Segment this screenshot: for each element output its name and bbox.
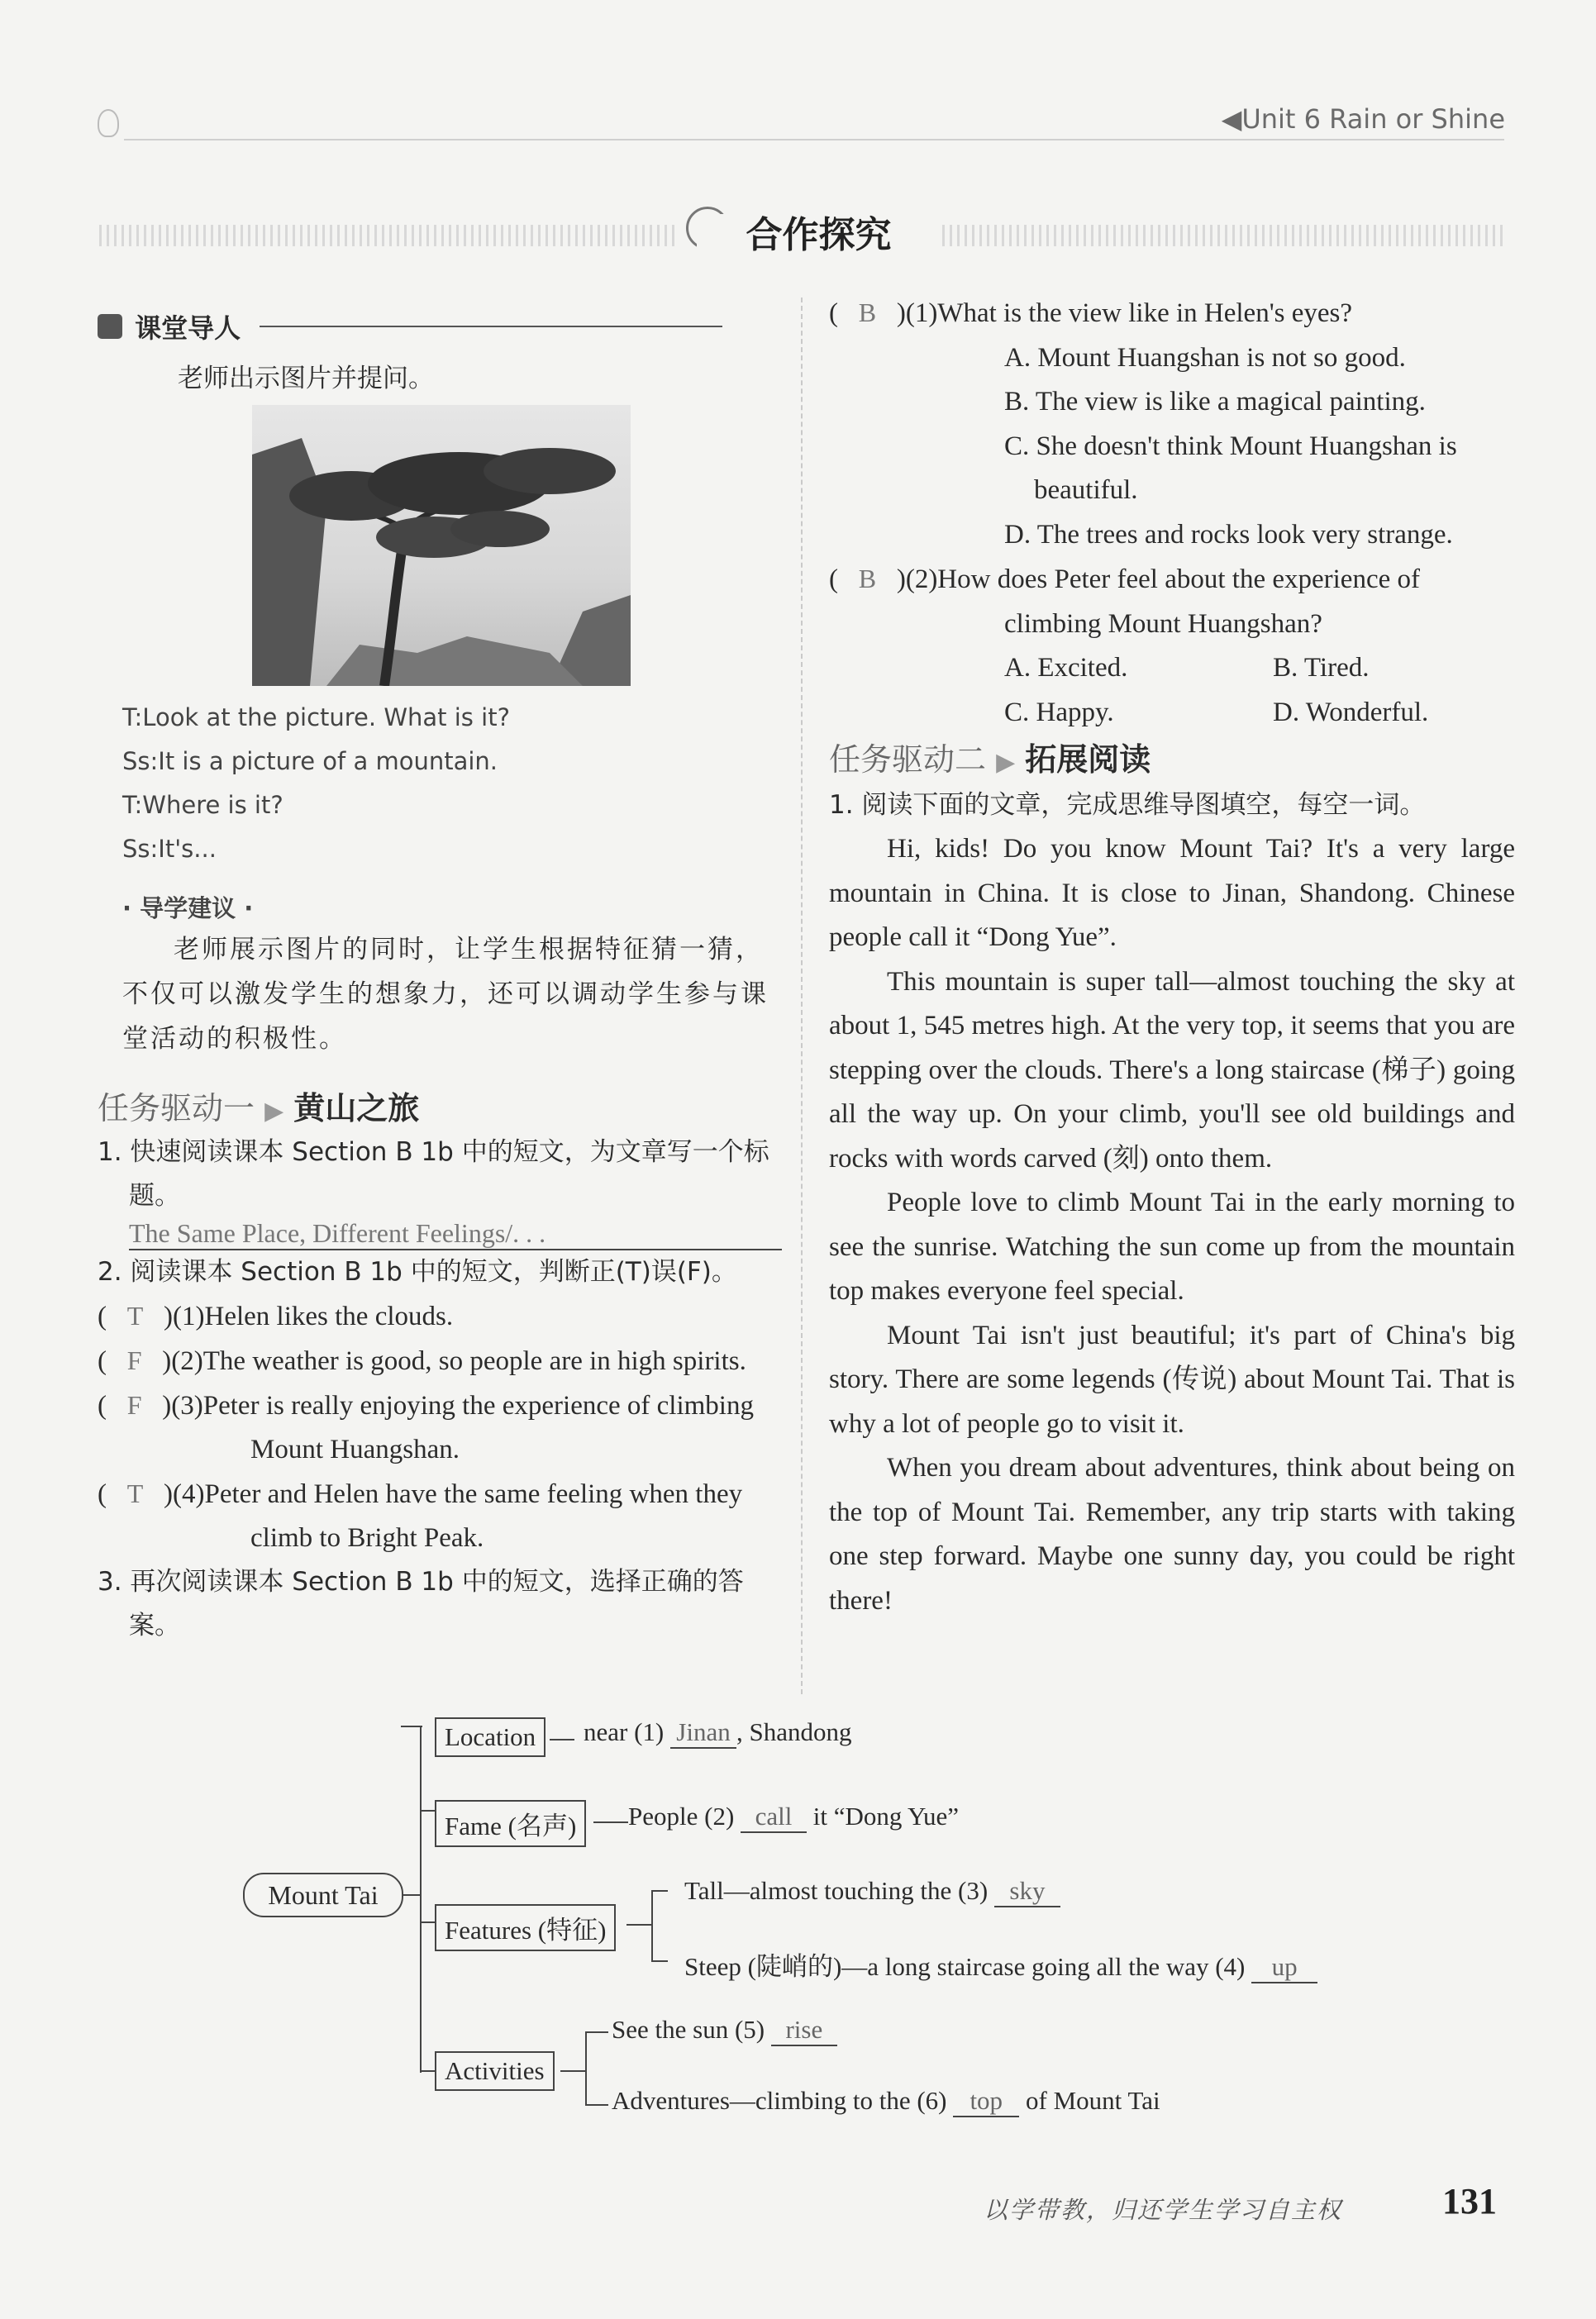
map-line <box>585 2031 608 2033</box>
mcq-option: C. She doesn't think Mount Huangshan is beautiful. <box>1004 431 1457 505</box>
map-line <box>626 1924 651 1926</box>
tf-answer: T <box>126 1479 144 1508</box>
mcq-option: B. Tired. <box>1273 653 1370 683</box>
features-row-b <box>684 1945 1317 1983</box>
dialogue-line: T:Look at the picture. What is it? <box>122 703 510 731</box>
guide-text: 老师展示图片的同时，让学生根据特征猜一猜，不仅可以激发学生的想象力，还可以调动学生参与课堂活动的积极性。 <box>122 935 769 1054</box>
page-number: 131 <box>1442 2181 1497 2221</box>
blank-2: call <box>741 1802 807 1833</box>
location-box: Location <box>435 1717 545 1757</box>
activities-b-pre: Adventures—climbing to the (6) <box>612 2086 947 2115</box>
dialogue-line: T:Where is it? <box>122 791 283 819</box>
blank-6: top <box>953 2086 1019 2117</box>
map-line <box>420 2070 435 2072</box>
reading-paragraph: This mountain is super tall—almost touching the sky at about 1, 545 metres high. At the very top, it seems that you are stepping over the clouds. There's a long staircase (梯子) going all the way up. On your climb, you'll see old buildings and rocks with words carved (刻) onto them. <box>829 966 1515 1174</box>
location-pre: near (1) <box>584 1717 665 1746</box>
map-line <box>420 1921 435 1923</box>
section-title: 合作探究 <box>0 205 1596 258</box>
mcq-item: ( B )(1)What is the view like in Helen's eyes? A. Mount Huangshan is not so good. B. The view is like a magical painting. C. She doesn't think Mount Huangshan is beautiful. D. The trees and rocks look very strange. <box>829 291 1515 557</box>
dialogue-line: Ss:It is a picture of a mountain. <box>122 747 498 775</box>
guide-label: · 导学建议 · <box>122 894 254 922</box>
blank-4: up <box>1251 1952 1317 1983</box>
map-line <box>651 1960 668 1962</box>
task2-prefix: 任务驱动二 <box>829 741 987 778</box>
pine-tree-photo <box>252 405 631 686</box>
bulb-icon <box>98 109 119 137</box>
tf-item: ( F )(2)The weather is good, so people are in high spirits. <box>98 1345 746 1376</box>
map-line <box>593 1821 628 1823</box>
map-line <box>585 2031 587 2106</box>
title-answer: The Same Place, Different Feelings/. . . <box>129 1218 546 1248</box>
fame-box: Fame (名声) <box>435 1800 586 1847</box>
task2-title <box>829 734 1151 779</box>
reading-paragraph: Hi, kids! Do you know Mount Tai? It's a very large mountain in China. It is close to Jinan, Shandong. Chinese people call it “Dong Yue”. <box>829 834 1515 952</box>
map-line <box>550 1739 574 1740</box>
task1-q3: 3. 再次阅读课本 Section B 1b 中的短文，选择正确的答案。 <box>98 1567 744 1640</box>
location-row <box>584 1717 852 1749</box>
map-line <box>560 2070 585 2072</box>
intro-instruction: 老师出示图片并提问。 <box>178 364 434 393</box>
tf-text: )(2)The weather is good, so people are in high spirits. <box>162 1346 746 1376</box>
map-line <box>585 2104 608 2106</box>
mindmap-root: Mount Tai <box>243 1873 403 1917</box>
header-rule <box>124 139 1504 140</box>
features-b-pre: Steep (陡峭的)—a long staircase going all the way (4) <box>684 1952 1246 1981</box>
unit-title: ◀Unit 6 Rain or Shine <box>1221 103 1505 135</box>
mcq-option: C. Happy. <box>1004 697 1114 727</box>
mcq-option: D. The trees and rocks look very strange. <box>1004 519 1453 550</box>
tf-text: )(4)Peter and Helen have the same feeling when they climb to Bright Peak. <box>164 1479 743 1553</box>
map-line <box>651 1890 668 1892</box>
blank-1: Jinan <box>670 1717 736 1749</box>
task2-heading: 拓展阅读 <box>1025 741 1151 778</box>
activities-box: Activities <box>435 2051 555 2091</box>
mcq-stem: )(2)How does Peter feel about the experience of climbing Mount Huangshan? <box>896 564 1420 639</box>
features-a-pre: Tall—almost touching the (3) <box>684 1876 989 1905</box>
task2-q1: 1. 阅读下面的文章，完成思维导图填空，每空一词。 <box>829 790 1426 820</box>
mcq-block <box>829 291 1515 735</box>
footer-slogan: 以学带教，归还学生学习自主权 <box>984 2196 1343 2224</box>
intro-icon <box>98 314 122 339</box>
map-line <box>420 1810 435 1812</box>
fame-post: it “Dong Yue” <box>812 1802 959 1831</box>
mcq-answer: B <box>858 564 877 593</box>
task1-body <box>98 1131 784 1648</box>
map-line <box>420 1726 422 2073</box>
task1-q1-answer <box>129 1218 782 1250</box>
dialogue-line: Ss:It's... <box>122 835 217 863</box>
activities-row-b <box>612 2086 1160 2117</box>
mcq-option: B. The view is like a magical painting. <box>1004 387 1426 417</box>
arrow-icon: ▶ <box>264 1097 284 1126</box>
tf-answer: T <box>126 1301 144 1331</box>
tf-item: ( F )(3)Peter is really enjoying the experience of climbing Mount Huangshan. <box>98 1390 754 1464</box>
task1-q1: 1. 快速阅读课本 Section B 1b 中的短文，为文章写一个标题。 <box>98 1137 769 1211</box>
class-intro-header <box>98 307 775 345</box>
task1-prefix: 任务驱动一 <box>98 1090 255 1126</box>
features-row-a <box>684 1876 1060 1907</box>
intro-label: 课堂导人 <box>135 312 241 344</box>
map-line <box>651 1890 653 1960</box>
tf-answer: F <box>126 1390 142 1420</box>
blank-5: rise <box>771 2015 837 2046</box>
task1-q2: 2. 阅读课本 Section B 1b 中的短文，判断正(T)误(F)。 <box>98 1257 737 1287</box>
mcq-option: A. Mount Huangshan is not so good. <box>1004 342 1406 373</box>
mcq-stem: )(1)What is the view like in Helen's eyes? <box>896 298 1353 328</box>
task1-heading: 黄山之旅 <box>293 1090 420 1126</box>
reading-paragraph: When you dream about adventures, think about being on the top of Mount Tai. Remember, any trip starts with taking one step forward. Maybe one sunny day, you could be right there! <box>829 1453 1515 1616</box>
activities-b-post: of Mount Tai <box>1026 2086 1160 2115</box>
fame-pre: People (2) <box>628 1802 735 1831</box>
reading-paragraph: Mount Tai isn't just beautiful; it's part of China's big story. There are some legends (传说) about Mount Tai. That is why a lot of people go to visit it. <box>829 1320 1515 1439</box>
tf-answer: F <box>126 1345 142 1375</box>
tf-item: ( T )(4)Peter and Helen have the same feeling when they climb to Bright Peak. <box>98 1479 743 1553</box>
activities-a-pre: See the sun (5) <box>612 2015 765 2044</box>
reading-paragraph: People love to climb Mount Tai in the early morning to see the sunrise. Watching the sun come up from the mountain top makes everyone feel special. <box>829 1188 1515 1306</box>
features-box: Features (特征) <box>435 1904 616 1951</box>
mcq-option: D. Wonderful. <box>1273 697 1429 727</box>
mcq-answer: B <box>858 298 877 327</box>
activities-row-a <box>612 2015 837 2046</box>
fame-row <box>628 1802 959 1833</box>
tf-text: )(1)Helen likes the clouds. <box>164 1302 454 1331</box>
task1-title <box>98 1083 419 1128</box>
blank-3: sky <box>994 1876 1060 1907</box>
tf-item: ( T )(1)Helen likes the clouds. <box>98 1301 454 1331</box>
tf-text: )(3)Peter is really enjoying the experience of climbing Mount Huangshan. <box>162 1391 754 1464</box>
column-divider <box>801 298 803 1694</box>
mcq-item: ( B )(2)How does Peter feel about the experience of climbing Mount Huangshan? A. Excited. B. Tired. C. Happy. D. Wonderful. <box>829 557 1515 735</box>
task2-body <box>829 783 1515 1623</box>
arrow-icon: ▶ <box>996 748 1016 777</box>
intro-dialogue <box>122 696 784 871</box>
mcq-option: A. Excited. <box>1004 653 1128 683</box>
location-post: , Shandong <box>736 1717 852 1746</box>
